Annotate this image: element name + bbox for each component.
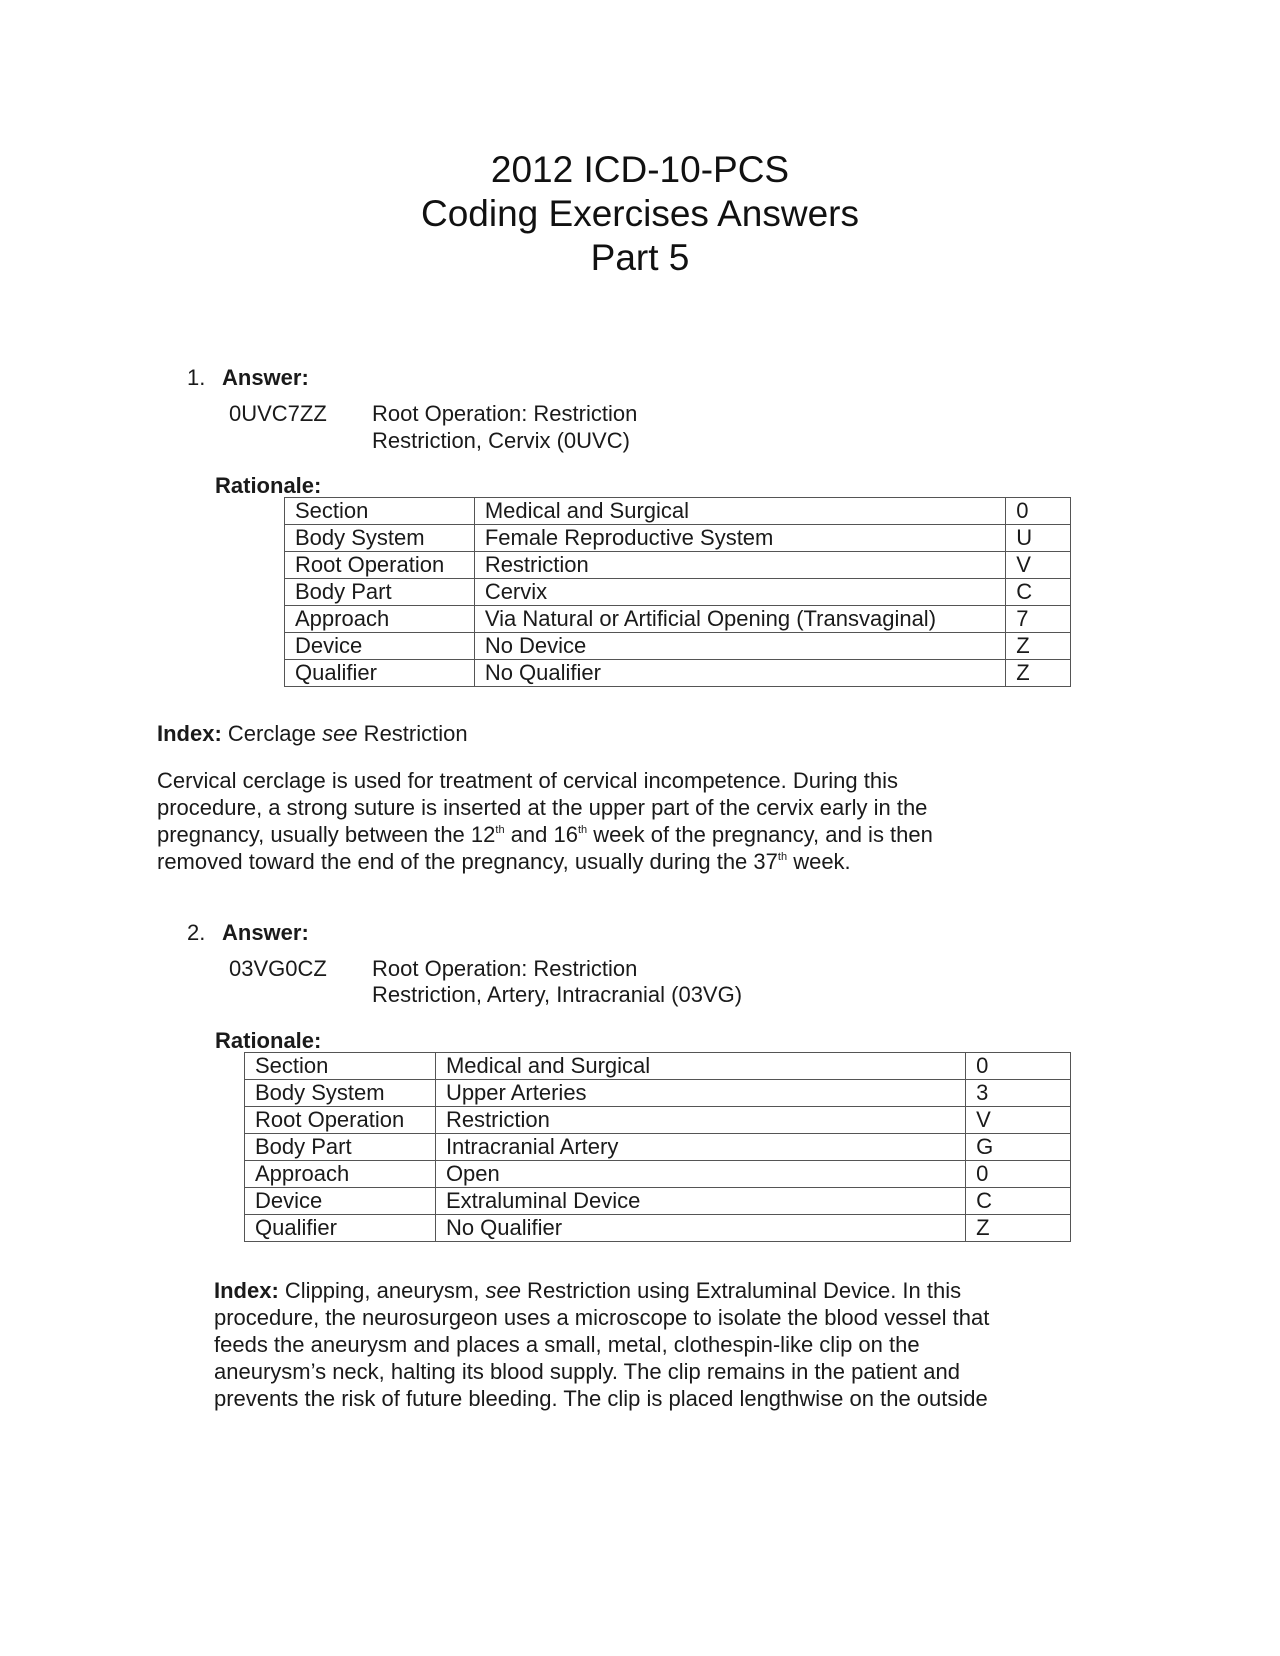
text-span: removed toward the end of the pregnancy, usually during the 37 <box>157 849 778 874</box>
value-cell: Medical and Surgical <box>474 498 1005 525</box>
title-line-3: Part 5 <box>590 237 690 278</box>
axis-cell: Approach <box>245 1161 436 1188</box>
char-cell: 0 <box>966 1161 1071 1188</box>
axis-cell: Approach <box>285 606 475 633</box>
text-span: pregnancy, usually between the 12 <box>157 822 496 847</box>
char-cell: V <box>1006 552 1071 579</box>
value-cell: Restriction <box>435 1107 965 1134</box>
value-cell: Upper Arteries <box>435 1080 965 1107</box>
char-cell: Z <box>1006 660 1071 687</box>
rationale-table <box>284 497 1071 687</box>
paragraph-line <box>214 1277 1094 1304</box>
value-cell: Cervix <box>474 579 1005 606</box>
table-row <box>245 1053 1071 1080</box>
text-span: week of the pregnancy, and is then <box>587 822 933 847</box>
table-row <box>245 1188 1071 1215</box>
index-entry-text: Restriction, Artery, Intracranial (03VG) <box>372 982 743 1007</box>
table-row <box>245 1215 1071 1242</box>
paragraph-line: procedure, a strong suture is inserted at the upper part of the cervix early in the <box>157 795 928 820</box>
table-row <box>285 498 1071 525</box>
axis-cell: Qualifier <box>285 660 475 687</box>
index-label: Index: <box>214 1278 279 1303</box>
value-cell: No Qualifier <box>474 660 1005 687</box>
axis-cell: Body System <box>245 1080 436 1107</box>
paragraph-line: feeds the aneurysm and places a small, metal, clothespin-like clip on the <box>214 1332 920 1357</box>
rationale-label: Rationale: <box>215 1028 322 1053</box>
value-cell: No Qualifier <box>435 1215 965 1242</box>
rationale-table <box>244 1052 1071 1242</box>
value-cell: Female Reproductive System <box>474 525 1005 552</box>
paragraph-line: Cervical cerclage is used for treatment of cervical incompetence. During this <box>157 768 898 793</box>
char-cell: Z <box>1006 633 1071 660</box>
table-row <box>245 1134 1071 1161</box>
ordinal-suffix: th <box>495 824 505 836</box>
answer-label: Answer: <box>222 365 309 390</box>
explanation-paragraph <box>157 767 1037 875</box>
index-text: Restriction using Extraluminal Device. In this <box>520 1278 962 1303</box>
index-line <box>157 720 468 747</box>
index-text: Restriction <box>357 721 468 746</box>
char-cell: G <box>966 1134 1071 1161</box>
axis-cell: Body System <box>285 525 475 552</box>
document-title <box>0 148 1280 280</box>
table-row <box>245 1080 1071 1107</box>
value-cell: Extraluminal Device <box>435 1188 965 1215</box>
table-row <box>285 633 1071 660</box>
char-cell: C <box>966 1188 1071 1215</box>
value-cell: Medical and Surgical <box>435 1053 965 1080</box>
table-row <box>285 606 1071 633</box>
value-cell: No Device <box>474 633 1005 660</box>
table-row <box>245 1161 1071 1188</box>
char-cell: 3 <box>966 1080 1071 1107</box>
axis-cell: Root Operation <box>245 1107 436 1134</box>
title-line-2: Coding Exercises Answers <box>420 193 860 234</box>
axis-cell: Device <box>285 633 475 660</box>
index-label: Index: <box>157 721 222 746</box>
text-span: and 16 <box>504 822 578 847</box>
answer-code: 0UVC7ZZ <box>229 401 327 426</box>
axis-cell: Section <box>285 498 475 525</box>
table-row <box>285 552 1071 579</box>
char-cell: V <box>966 1107 1071 1134</box>
char-cell: 0 <box>966 1053 1071 1080</box>
value-cell: Via Natural or Artificial Opening (Transvaginal) <box>474 606 1005 633</box>
axis-cell: Qualifier <box>245 1215 436 1242</box>
index-paragraph <box>214 1277 1094 1412</box>
table-row <box>245 1107 1071 1134</box>
answer-code: 03VG0CZ <box>229 956 327 981</box>
value-cell: Restriction <box>474 552 1005 579</box>
value-cell: Intracranial Artery <box>435 1134 965 1161</box>
index-text: Clipping, aneurysm, <box>278 1278 486 1303</box>
ordinal-suffix: th <box>777 851 788 863</box>
exercise-number: 1. <box>187 365 206 390</box>
table-row <box>285 579 1071 606</box>
table-row <box>285 525 1071 552</box>
answer-label: Answer: <box>222 920 309 945</box>
title-line-1: 2012 ICD-10-PCS <box>490 149 790 190</box>
index-text: Cerclage <box>221 721 323 746</box>
paragraph-line: aneurysm’s neck, halting its blood supply. The clip remains in the patient and <box>214 1359 960 1384</box>
table-row <box>285 660 1071 687</box>
index-see: see <box>322 721 358 746</box>
text-span: week. <box>787 849 851 874</box>
axis-cell: Body Part <box>245 1134 436 1161</box>
index-entry-text: Restriction, Cervix (0UVC) <box>372 428 630 453</box>
index-see: see <box>485 1278 521 1303</box>
value-cell: Open <box>435 1161 965 1188</box>
root-operation-text: Root Operation: Restriction <box>372 401 638 426</box>
rationale-label: Rationale: <box>215 473 322 498</box>
char-cell: U <box>1006 525 1071 552</box>
ordinal-suffix: th <box>577 824 588 836</box>
axis-cell: Root Operation <box>285 552 475 579</box>
axis-cell: Section <box>245 1053 436 1080</box>
paragraph-line: procedure, the neurosurgeon uses a microscope to isolate the blood vessel that <box>214 1305 990 1330</box>
paragraph-line: prevents the risk of future bleeding. The clip is placed lengthwise on the outside <box>214 1386 988 1411</box>
char-cell: 7 <box>1006 606 1071 633</box>
char-cell: C <box>1006 579 1071 606</box>
char-cell: Z <box>966 1215 1071 1242</box>
char-cell: 0 <box>1006 498 1071 525</box>
paragraph-line <box>157 848 1037 875</box>
root-operation-text: Root Operation: Restriction <box>372 956 638 981</box>
paragraph-line <box>157 821 1037 848</box>
axis-cell: Device <box>245 1188 436 1215</box>
exercise-number: 2. <box>187 920 206 945</box>
axis-cell: Body Part <box>285 579 475 606</box>
